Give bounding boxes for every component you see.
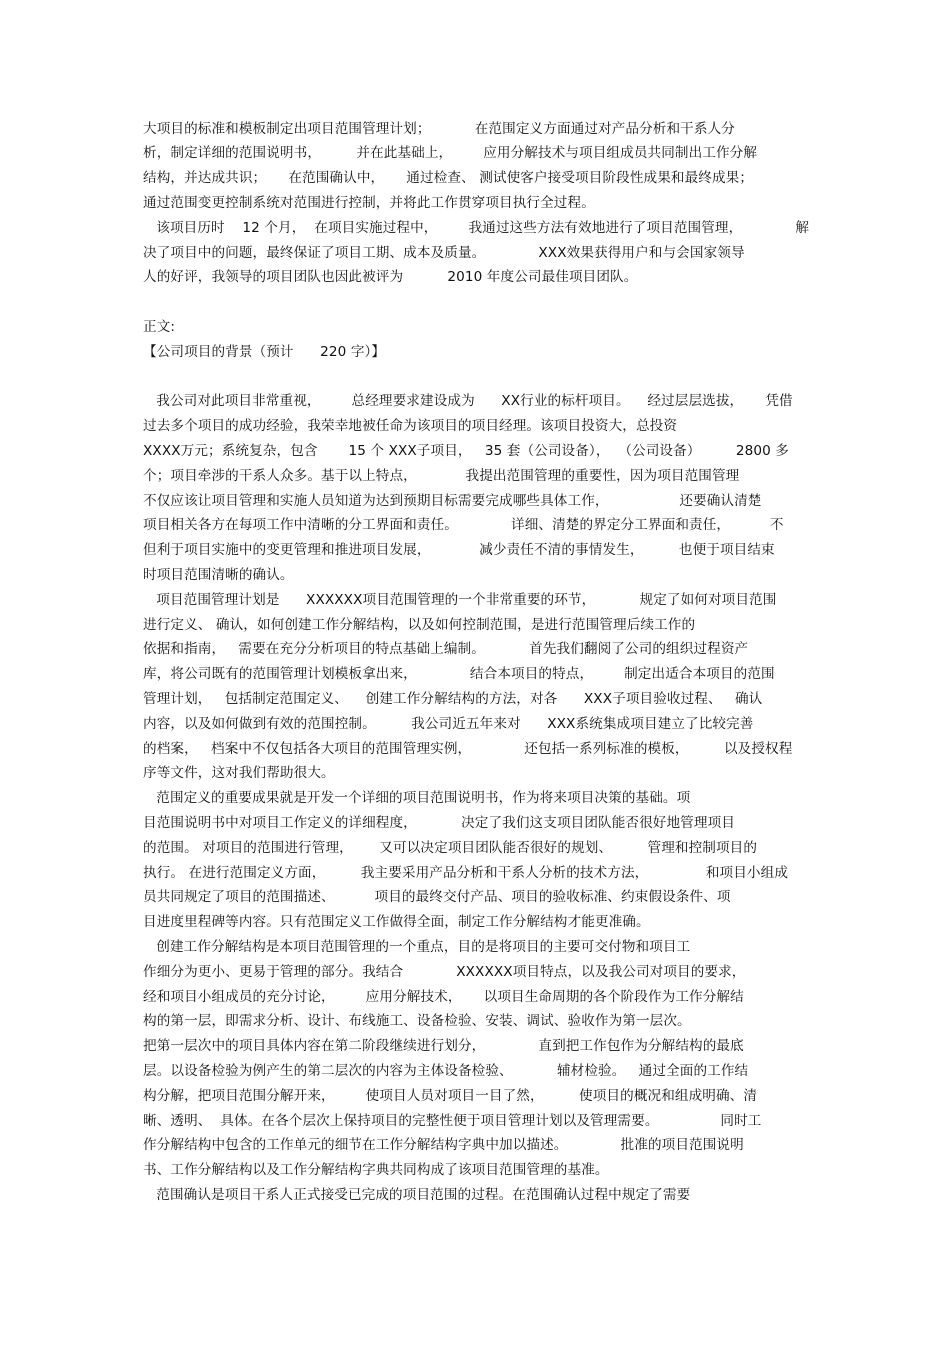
text-line: 但利于项目实施中的变更管理和推进项目发展， 减少责任不清的事情发生， 也便于项目结束 — [143, 542, 775, 559]
text-line: 我公司对此项目非常重视， 总经理要求建设成为 XX行业的标杆项目。 经过层层选拔， 凭借 — [143, 393, 793, 410]
text-line: 晰、透明、 具体。在各个层次上保持项目的完整性便于项目管理计划以及管理需要。 同时工 — [143, 1112, 762, 1129]
text-line: 内容，以及如何做到有效的范围控制。 我公司近五年来对 XXX系统集成项目建立了比较完善 — [143, 715, 754, 732]
text-line: 经和项目小组成员的充分讨论， 应用分解技术， 以项目生命周期的各个阶段作为工作分解结 — [143, 988, 744, 1005]
text-line: 项目相关各方在每项工作中清晰的分工界面和责任。 详细、清楚的界定分工界面和责任， 不 — [143, 517, 784, 534]
text-line: 的范围。 对项目的范围进行管理， 又可以决定项目团队能否很好的规划、 管理和控制项目的 — [143, 839, 758, 856]
text-line: 范围确认是项目干系人正式接受已完成的项目范围的过程。在范围确认过程中规定了需要 — [143, 1186, 691, 1203]
text-line: 依据和指南， 需要在充分分析项目的特点基础上编制。 首先我们翻阅了公司的组织过程资产 — [143, 641, 749, 658]
text-line: 析，制定详细的范围说明书， 并在此基础上， 应用分解技术与项目组成员共同制出工作分解 — [143, 145, 758, 162]
text-line: 个；项目牵涉的干系人众多。基于以上特点， 我提出范围管理的重要性，因为项目范围管理 — [143, 467, 740, 484]
text-line: 序等文件，这对我们帮助很大。 — [143, 765, 335, 782]
text-line: 正文: — [143, 318, 176, 335]
text-line: 【公司项目的背景（预计 220 字）】 — [143, 343, 386, 360]
text-line: 员共同规定了项目的范围描述、 项目的最终交付产品、项目的验收标准、约束假设条件、项 — [143, 889, 731, 906]
text-line: 构分解，把项目范围分解开来， 使项目人员对项目一目了然， 使项目的概况和组成明确、清 — [143, 1087, 758, 1104]
text-line: 创建工作分解结构是本项目范围管理的一个重点，目的是将项目的主要可交付物和项目工 — [143, 938, 691, 955]
text-line: 通过范围变更控制系统对范围进行控制，并将此工作贯穿项目执行全过程。 — [143, 194, 595, 211]
text-line: 书、工作分解结构以及工作分解结构字典共同构成了该项目范围管理的基准。 — [143, 1162, 609, 1179]
text-line: 进行定义、 确认，如何创建工作分解结构，以及如何控制范围，是进行范围管理后续工作的 — [143, 616, 696, 633]
text-line: 过去多个项目的成功经验，我荣幸地被任命为该项目的项目经理。该项目投资大，总投资 — [143, 418, 678, 435]
text-line: 决了项目中的问题，最终保证了项目工期、成本及质量。 XXX效果获得用户和与会国家领导 — [143, 244, 745, 261]
text-line: 库，将公司既有的范围管理计划模板拿出来， 结合本项目的特点， 制定出适合本项目的范围 — [143, 666, 775, 683]
text-line: XXXX万元；系统复杂，包含 15 个 XXX子项目， 35 套（公司设备）， （公司设备） 2800 多 — [143, 442, 789, 459]
text-line: 不仅应该让项目管理和实施人员知道为达到预期目标需要完成哪些具体工作， 还要确认清楚 — [143, 492, 762, 509]
text-line: 大项目的标准和模板制定出项目范围管理计划； 在范围定义方面通过对产品分析和干系人分 — [143, 120, 735, 137]
text-line: 执行。 在进行范围定义方面， 我主要采用产品分析和干系人分析的技术方法， 和项目小组成 — [143, 864, 789, 881]
text-line: 人的好评，我领导的项目团队也因此被评为 2010 年度公司最佳项目团队。 — [143, 269, 638, 286]
text-line: 范围定义的重要成果就是开发一个详细的项目范围说明书，作为将来项目决策的基础。项 — [143, 790, 691, 807]
text-line: 时项目范围清晰的确认。 — [143, 566, 294, 583]
text-line: 把第一层次中的项目具体内容在第二阶段继续进行划分， 直到把工作包作为分解结构的最底 — [143, 1038, 744, 1055]
text-line: 作细分为更小、更易于管理的部分。我结合 XXXXXX项目特点，以及我公司对项目的要求， — [143, 963, 746, 980]
text-line: 构的第一层，即需求分析、设计、布线施工、设备检验、安装、调试、验收作为第一层次。 — [143, 1013, 691, 1030]
text-line: 结构，并达成共识； 在范围确认中， 通过检查、 测试使客户接受项目阶段性成果和最终成果； — [143, 170, 754, 187]
text-line: 层。以设备检验为例产生的第二层次的内容为主体设备检验、 辅材检验。 通过全面的工作结 — [143, 1062, 749, 1079]
text-line: 的档案， 档案中不仅包括各大项目的范围管理实例， 还包括一系列标准的模板， 以及授权程 — [143, 740, 793, 757]
text-line: 该项目历时 12 个月， 在项目实施过程中， 我通过这些方法有效地进行了项目范围管理， 解 — [143, 219, 810, 236]
text-line: 作分解结构中包含的工作单元的细节在工作分解结构字典中加以描述。 批准的项目范围说明 — [143, 1137, 744, 1154]
text-line: 目范围说明书中对项目工作定义的详细程度， 决定了我们这支项目团队能否很好地管理项目 — [143, 814, 735, 831]
text-line: 项目范围管理计划是 XXXXXX项目范围管理的一个非常重要的环节， 规定了如何对项目范围 — [143, 591, 777, 608]
text-line: 目进度里程碑等内容。只有范围定义工作做得全面，制定工作分解结构才能更准确。 — [143, 914, 650, 931]
text-line: 管理计划， 包括制定范围定义、 创建工作分解结构的方法，对各 XXX子项目验收过程、 确认 — [143, 690, 763, 707]
